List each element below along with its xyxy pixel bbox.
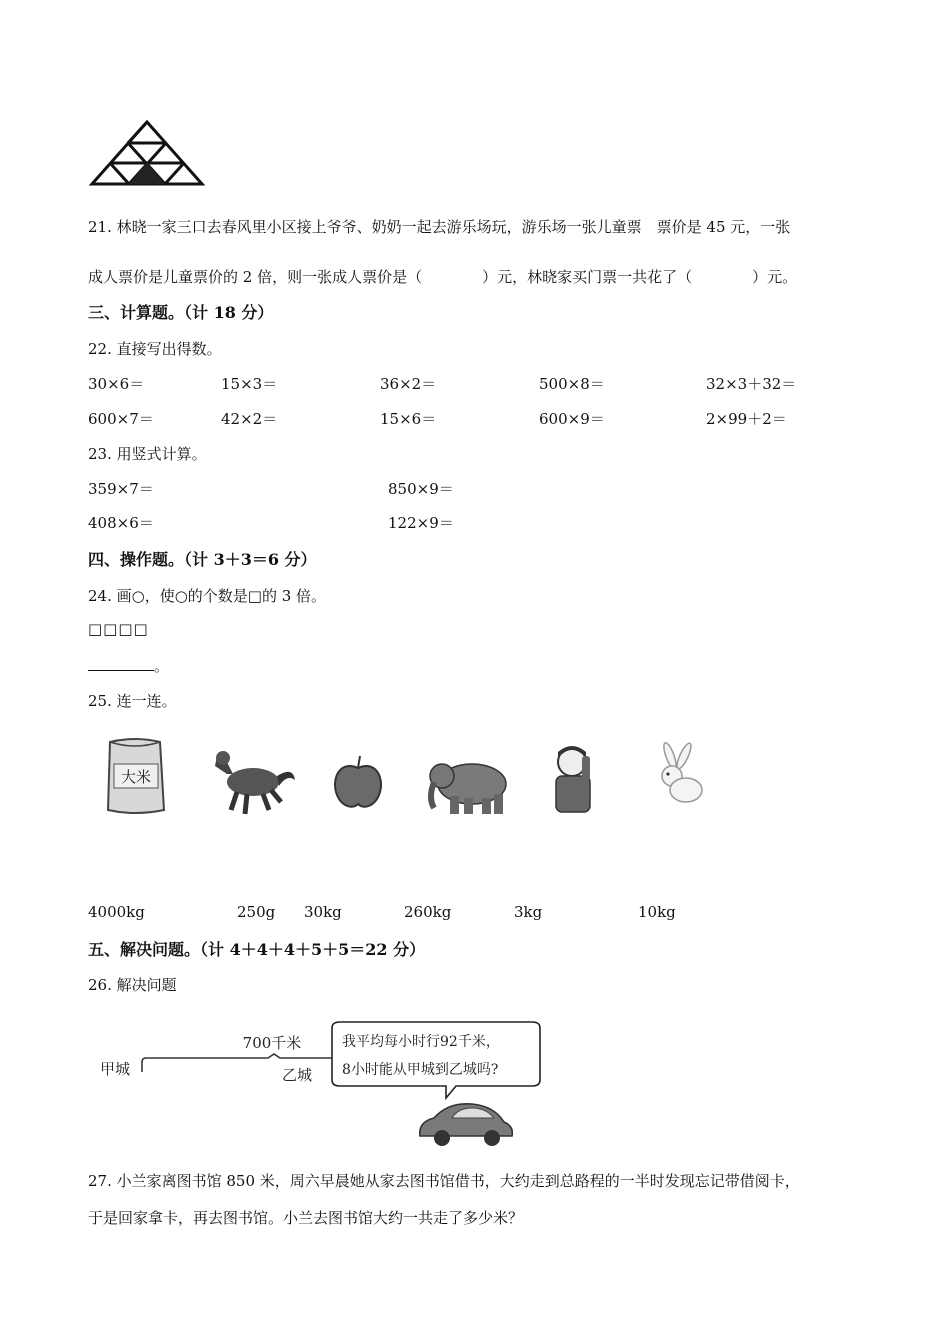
q24-title: 24. 画○，使○的个数是□的 3 倍。 (88, 587, 327, 605)
q26-diagram (96, 1018, 546, 1148)
elephant-image (430, 764, 506, 814)
q25-pictures (100, 736, 720, 822)
city-b-label: 乙城 (282, 1066, 313, 1084)
weight-250g: 250g (237, 903, 276, 921)
q23-r1-c1: 359×7＝ (88, 480, 154, 498)
q22-r2-c1: 600×7＝ (88, 410, 154, 428)
section-5-title: 五、解决问题。（计 4＋4＋4＋5＋5＝22 分） (88, 940, 426, 959)
q21-line2: 成人票价是儿童票价的 2 倍，则一张成人票价是（ ）元，林晓家买门票一共花了（ ）元。 (88, 268, 798, 286)
section-3-title: 三、计算题。（计 18 分） (88, 303, 274, 322)
q22-r2-c3: 15×6＝ (380, 410, 437, 428)
city-a-label: 甲城 (100, 1060, 131, 1078)
rice-bag-image (108, 739, 164, 813)
section-4-title: 四、操作题。（计 3＋3＝6 分） (88, 550, 317, 569)
triangle-grid-figure (88, 118, 206, 188)
q22-r2-c4: 600×9＝ (539, 410, 605, 428)
boy-image (556, 746, 590, 812)
q23-title: 23. 用竖式计算。 (88, 445, 207, 463)
q21-line1: 21. 林晓一家三口去春风里小区接上爷爷、奶奶一起去游乐场玩，游乐场一张儿童票 票价是 45 元，一张 (88, 218, 791, 236)
q24-squares: □□□□ (88, 620, 149, 638)
q25-title: 25. 连一连。 (88, 692, 177, 710)
weight-3kg: 3kg (514, 903, 543, 921)
q22-r2-c2: 42×2＝ (221, 410, 278, 428)
q23-r1-c2: 850×9＝ (388, 480, 454, 498)
q23-r2-c2: 122×9＝ (388, 514, 454, 532)
q22-r2-c5: 2×99＋2＝ (706, 410, 787, 428)
q22-r1-c1: 30×6＝ (88, 375, 145, 393)
q24-answer-line[interactable] (88, 655, 169, 676)
q23-r2-c1: 408×6＝ (88, 514, 154, 532)
q22-r1-c2: 15×3＝ (221, 375, 278, 393)
weight-260kg: 260kg (404, 903, 452, 921)
rice-bag-label: 大米 (120, 768, 152, 786)
apple-image (335, 756, 381, 807)
horse-image (215, 751, 295, 814)
weight-30kg: 30kg (304, 903, 342, 921)
weight-10kg: 10kg (638, 903, 676, 921)
rabbit-image (661, 741, 702, 802)
car-image (420, 1104, 513, 1146)
bubble-line-2: 8小时能从甲城到乙城吗? (342, 1062, 499, 1078)
distance-label: 700千米 (242, 1034, 302, 1052)
answer-blank[interactable] (88, 660, 154, 671)
q26-title: 26. 解决问题 (88, 976, 177, 994)
shaded-triangle (129, 163, 165, 184)
q22-title: 22. 直接写出得数。 (88, 340, 222, 358)
bubble-line-1: 我平均每小时行92千米， (342, 1034, 500, 1050)
q22-r1-c3: 36×2＝ (380, 375, 437, 393)
weight-4000kg: 4000kg (88, 903, 145, 921)
q27-line1: 27. 小兰家离图书馆 850 米，周六早晨她从家去图书馆借书，大约走到总路程的一半时发现忘记带借阅卡， (88, 1172, 800, 1190)
q22-r1-c4: 500×8＝ (539, 375, 605, 393)
q27-line2: 于是回家拿卡，再去图书馆。小兰去图书馆大约一共走了多少米？ (88, 1209, 524, 1227)
answer-suffix: 。 (154, 657, 170, 675)
q22-r1-c5: 32×3＋32＝ (706, 375, 797, 393)
